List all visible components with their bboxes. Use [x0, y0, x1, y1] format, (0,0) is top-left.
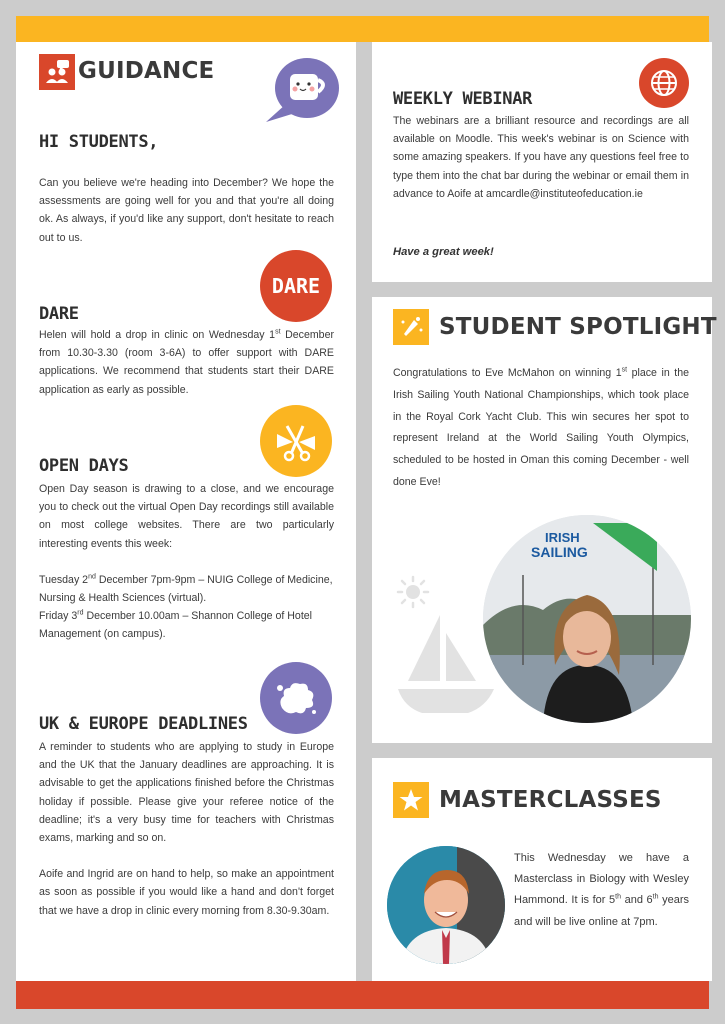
webinar-body: The webinars are a brilliant resource and recordings are all available on Moodle. This week's webinar is on Science with some amazing speakers. If you have any questions feel free to type them into the chat bar during the webinar or email them in advance to Aoife at amcardle@instituteofeducation.ie — [393, 115, 689, 200]
wesley-hammond-photo — [387, 846, 505, 964]
guidance-intro: Can you believe we're heading into December? We hope the assessments are going well for you and that you're all doing ok. As always, if you'd like any support, don't hesitate to reach out to us. — [39, 177, 334, 244]
eve-mcmahon-photo — [483, 515, 691, 723]
dare-body — [39, 326, 334, 399]
webinar-heading: WEEKLY WEBINAR — [393, 89, 533, 109]
open-days-heading: OPEN DAYS — [39, 456, 129, 476]
masterclasses-title: MASTERCLASSES — [439, 787, 662, 813]
dare-text-2: December from 10.30-3.30 (room 3-6A) to offer support with DARE applications. We recommend that students start their DARE application as early as possible. — [39, 329, 334, 396]
masterclasses-body: This Wednesday we have a Masterclass in Biology with Wesley Hammond. It is for 5th and 6th years and will be live online at 7pm. — [514, 852, 689, 928]
uk-europe-heading: UK & EUROPE DEADLINES — [39, 714, 248, 734]
guidance-icon — [39, 54, 75, 90]
uk-europe-body — [39, 738, 334, 920]
spotlight-body: Congratulations to Eve McMahon on winning 1st place in the Irish Sailing Youth National Championships, which took place in the Royal Cork Yacht Club. This win secures her spot to represent Ireland at the World Sailing Youth Olympics, scheduled to be hosted in Oman this coming December - well done Eve! — [393, 366, 689, 488]
masterclasses-panel — [372, 758, 712, 981]
dare-sup: st — [275, 328, 281, 336]
bottom-color-bar — [16, 981, 709, 1009]
dare-badge-label: DARE — [271, 274, 321, 298]
dare-badge — [260, 250, 332, 322]
open-days-event-2: Friday 3rd December 10.00am – Shannon College of Hotel Management (on campus). — [39, 609, 313, 641]
webinar-signoff: Have a great week! — [393, 246, 494, 258]
dare-text-1: Helen will hold a drop in clinic on Wednesday 1 — [39, 329, 276, 341]
guidance-title: GUIDANCE — [78, 58, 215, 84]
sun-icon — [396, 575, 430, 609]
uk-europe-text-1: A reminder to students who are applying to study in Europe and the UK that the January deadlines are approaching. It is advisable to get the applications finished before the Christmas holiday if possible. Please give your referee notice of the deadline; it's a very busy time for teachers with Christmas exams, marking and so on. — [39, 741, 334, 845]
coffee-mug-icon — [262, 56, 342, 126]
webinar-panel — [372, 42, 712, 282]
ribbon-scissors-icon — [260, 405, 332, 477]
dare-heading: DARE — [39, 304, 79, 324]
spotlight-panel — [372, 297, 717, 743]
spotlight-title: STUDENT SPOTLIGHT — [439, 314, 717, 340]
top-color-bar — [16, 16, 709, 42]
open-days-body — [39, 480, 334, 644]
greeting-heading: HI STUDENTS, — [39, 132, 159, 152]
open-days-intro: Open Day season is drawing to a close, and we encourage you to check out the virtual Open Day recordings still available on most college websites. There are two particularly interesting events this week: — [39, 483, 334, 550]
guidance-panel — [16, 42, 356, 981]
irish-sailing-logo: IRISH SAILING — [531, 530, 588, 560]
star-icon — [393, 782, 429, 818]
open-days-event-1: Tuesday 2nd December 7pm-9pm – NUIG College of Medicine, Nursing & Health Sciences (virtual). — [39, 573, 333, 605]
trophy-icon — [393, 309, 429, 345]
globe-icon — [639, 58, 689, 108]
europe-map-icon — [260, 662, 332, 734]
uk-europe-text-2: Aoife and Ingrid are on hand to help, so make an appointment as soon as possible if you would like a hand and don't forget that we have a drop in clinic every morning from 8.30-9.30am. — [39, 868, 334, 917]
